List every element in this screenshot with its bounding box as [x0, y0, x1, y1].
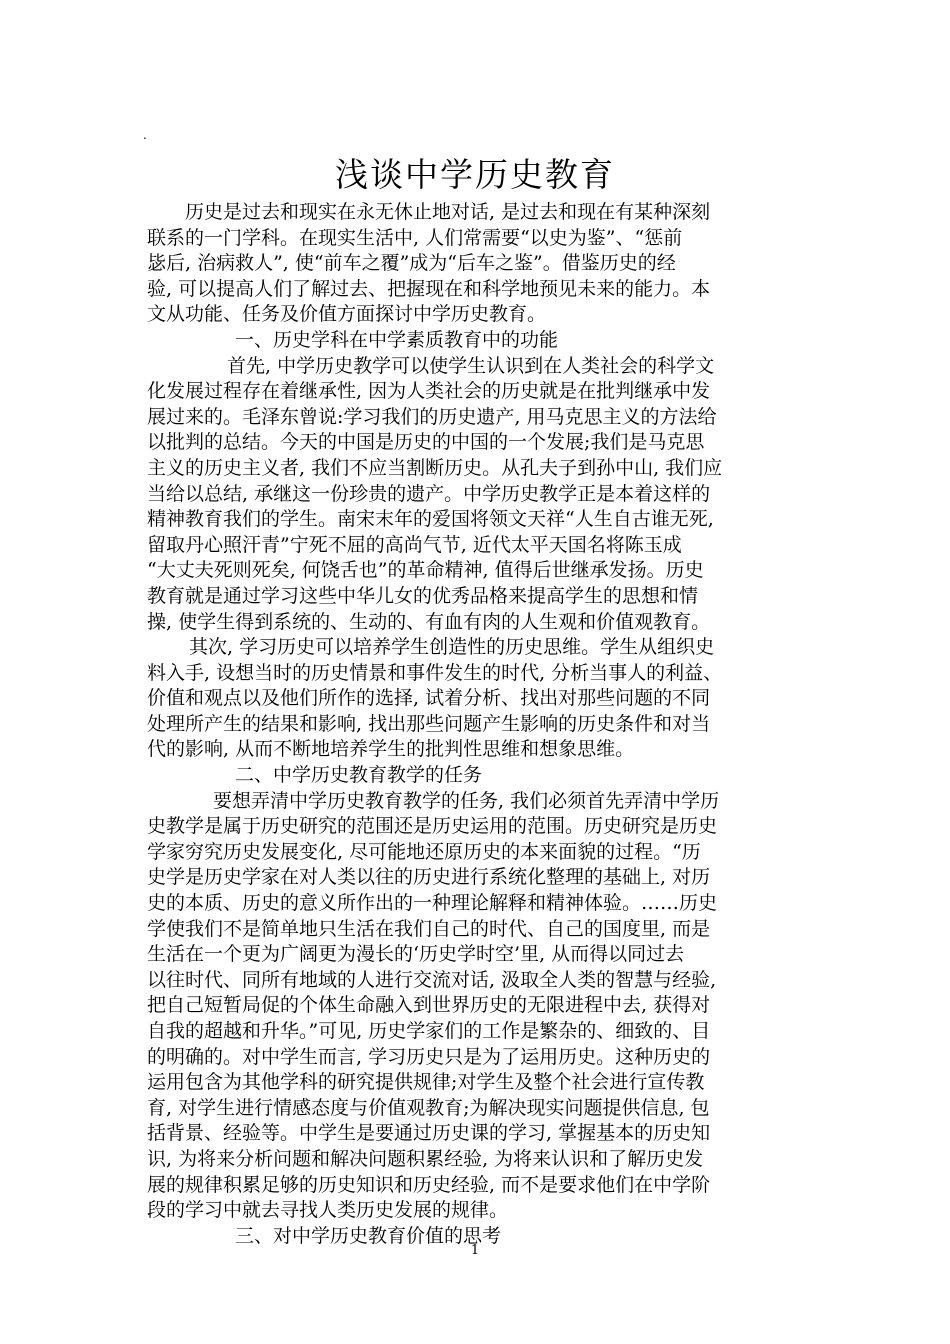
text-line: 价值和观点以及他们所作的选择, 试着分析、找出对那些问题的不同: [147, 687, 711, 710]
text-line: 的明确的。对中学生而言, 学习历史只是为了运用历史。这种历史的: [147, 1045, 711, 1068]
text-line: 联系的一门学科。在现实生活中, 人们常需要“以史为鉴”、“惩前: [147, 226, 683, 249]
text-line: 运用包含为其他学科的研究提供规律;对学生及整个社会进行宣传教: [147, 1071, 705, 1094]
text-line: 化发展过程存在着继承性, 因为人类社会的历史就是在批判继承中发: [147, 380, 711, 403]
text-line: 学使我们不是简单地只生活在我们自己的时代、自己的国度里, 而是: [147, 917, 711, 940]
text-line: 史的本质、历史的意义所作出的一种理论解释和精神体验。……历史: [147, 892, 718, 915]
text-line: 把自己短暂局促的个体生命融入到世界历史的无限进程中去, 获得对: [147, 994, 711, 1017]
section-heading-1: 一、历史学科在中学素质教育中的功能: [235, 328, 559, 351]
text-line: 历史是过去和现实在永无休止地对话, 是过去和现在有某种深刻: [185, 201, 711, 223]
text-line: 操, 使学生得到系统的、生动的、有血有肉的人生观和价值观教育。: [147, 610, 711, 633]
text-line: 当给以总结, 承继这一份珍贵的遗产。中学历史教学正是本着这样的: [147, 482, 711, 505]
text-line: 史学是历史学家在对人类以往的历史进行系统化整理的基础上, 对历: [147, 866, 711, 889]
text-line: 展过来的。毛泽东曾说:学习我们的历史遗产, 用马克思主义的方法给: [147, 405, 717, 428]
section2-paragraph-1: [147, 789, 812, 1224]
section-heading-2: 二、中学历史教育教学的任务: [235, 764, 483, 787]
text-line: 料入手, 设想当时的历史情景和事件发生的时代, 分析当事人的利益、: [147, 661, 723, 684]
text-line: 括背景、经验等。中学生是要通过历史课的学习, 掌握基本的历史知: [147, 1122, 711, 1145]
text-line: 育, 对学生进行情感态度与价值观教育;为解决现实问题提供信息, 包: [147, 1096, 710, 1119]
text-line: 精神教育我们的学生。南宋末年的爱国将领文天祥“人生自古谁无死,: [147, 508, 714, 531]
text-line: 处理所产生的结果和影响, 找出那些问题产生影响的历史条件和对当: [147, 712, 711, 735]
text-line: 代的影响, 从而不断地培养学生的批判性思维和想象思维。: [147, 738, 635, 761]
text-line: 首先, 中学历史教学可以使学生认识到在人类社会的科学文: [227, 354, 715, 377]
text-line: “大丈夫死则死矣, 何饶舌也”的革命精神, 值得后世继承发扬。历史: [147, 559, 704, 582]
text-line: 其次, 学习历史可以培养学生创造性的历史思维。学生从组织史: [189, 636, 715, 659]
text-line: 要想弄清中学历史教育教学的任务, 我们必须首先弄清中学历: [213, 789, 720, 812]
text-line: 主义的历史主义者, 我们不应当割断历史。从孔夫子到孙中山, 我们应: [147, 456, 723, 479]
page-title: 浅谈中学历史教育: [335, 155, 615, 194]
text-line: 文从功能、任务及价值方面探讨中学历史教育。: [147, 303, 547, 326]
text-line: 毖后, 治病救人”, 使“前车之覆”成为“后车之鉴”。借鉴历史的经: [147, 252, 676, 275]
section1-paragraph-2: [147, 635, 812, 763]
text-line: 学家穷究历史发展变化, 尽可能地还原历史的本来面貌的过程。“历: [147, 840, 701, 863]
text-line: 生活在一个更为广阔更为漫长的‘历史学时空’里, 从而得以同过去: [147, 943, 685, 966]
section1-paragraph-1: [147, 354, 812, 636]
text-line: 以往时代、同所有地域的人进行交流对话, 汲取全人类的智慧与经验,: [147, 968, 717, 991]
text-line: 留取丹心照汗青”宁死不屈的高尚气节, 近代太平天国名将陈玉成: [147, 533, 682, 556]
corner-mark: .: [143, 128, 147, 142]
page-number: 1: [470, 1243, 480, 1258]
text-line: 展的规律积累足够的历史知识和历史经验, 而不是要求他们在中学阶: [147, 1173, 711, 1196]
text-line: 识, 为将来分析问题和解决问题积累经验, 为将来认识和了解历史发: [147, 1147, 704, 1170]
text-line: 以批判的总结。今天的中国是历史的中国的一个发展;我们是马克思: [147, 431, 705, 454]
text-line: 教育就是通过学习这些中华儿女的优秀品格来提高学生的思想和情: [147, 584, 699, 607]
text-line: 史教学是属于历史研究的范围还是历史运用的范围。历史研究是历史: [147, 815, 718, 838]
intro-paragraph: [147, 200, 812, 328]
text-line: 自我的超越和升华。”可见, 历史学家们的工作是繁杂的、细致的、目: [147, 1020, 711, 1042]
section-heading-3: 三、对中学历史教育价值的思考: [235, 1224, 502, 1247]
text-line: 段的学习中就去寻找人类历史发展的规律。: [147, 1199, 509, 1222]
text-line: 验, 可以提高人们了解过去、把握现在和科学地预见未来的能力。本: [147, 277, 711, 300]
document-body: [147, 200, 812, 1249]
